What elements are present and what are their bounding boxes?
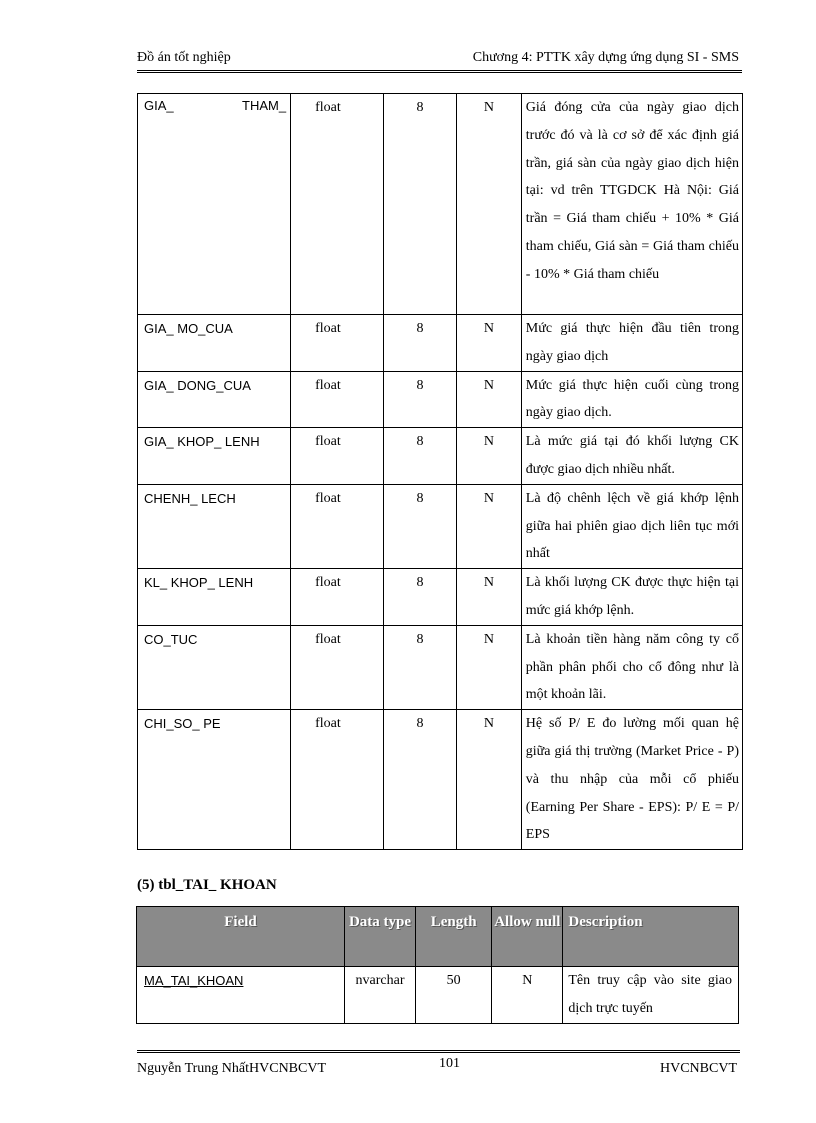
field-name-cell: KL_ KHOP_ LENH [138,569,291,626]
table-header-row [137,907,739,967]
field-name-text: MA_TAI_KHOAN [144,973,244,988]
data-type-cell: float [291,710,384,850]
length-cell: 50 [416,967,492,1024]
page-number: 101 [439,1056,460,1071]
header-chapter-title: Chương 4: PTTK xây dựng ứng dụng SI - SMS [472,50,739,65]
field-name-cell [137,967,345,1024]
field-name-cell [138,94,291,315]
data-type-cell: float [291,569,384,626]
header-data-type: Data type [344,907,415,967]
allow-null-cell: N [457,428,522,485]
data-type-cell: nvarchar [344,967,415,1024]
allow-null-cell: N [457,710,522,850]
header-field: Field [137,907,345,967]
description-cell: Hệ số P/ E đo lường mối quan hệ giữa giá thị trường (Market Price - P) và thu nhập của mỗi cổ phiếu (Earning Per Share - EPS): P/ E = P/ EPS [521,710,742,850]
data-type-cell: float [291,484,384,568]
length-cell: 8 [383,625,456,709]
field-name-cell: CO_TUC [138,625,291,709]
page-footer [137,1050,740,1083]
data-type-cell: float [291,315,384,372]
tai-khoan-table [136,906,739,1024]
length-cell: 8 [383,710,456,850]
field-name-cell: CHI_SO_ PE [138,710,291,850]
description-cell: Là độ chênh lệch về giá khớp lệnh giữa hai phiên giao dịch liên tục mới nhất [521,484,742,568]
field-name-cell: CHENH_ LECH [138,484,291,568]
field-name-cell: GIA_ KHOP_ LENH [138,428,291,485]
table-row [138,315,743,372]
field-table-continued [137,93,743,850]
header-description: Description [563,907,739,967]
description-cell: Mức giá thực hiện cuối cùng trong ngày giao dịch. [521,371,742,428]
allow-null-cell: N [457,569,522,626]
length-cell: 8 [383,428,456,485]
footer-right-text: HVCNBCVT [659,1061,737,1076]
description-cell: Giá đóng cửa của ngày giao dịch trước đó và là cơ sở để xác định giá trần, giá sàn của ngày giao dịch hiện tại: vd trên TTGDCK Hà Nội: Giá trần = Giá tham chiếu + 10% * Giá tham chiếu, Giá sàn = Giá tham chiếu - 10% * Giá tham chiếu [521,94,742,315]
field-name-line1: GIA_ THAM_ [144,98,287,113]
length-cell: 8 [383,484,456,568]
data-type-cell: float [291,371,384,428]
length-cell: 8 [383,315,456,372]
description-cell: Là mức giá tại đó khối lượng CK được giao dịch nhiều nhất. [521,428,742,485]
section-heading: (5) tbl_TAI_ KHOAN [137,877,277,893]
description-cell: Mức giá thực hiện đầu tiên trong ngày giao dịch [521,315,742,372]
allow-null-cell: N [457,371,522,428]
table-row [138,371,743,428]
table-row [138,569,743,626]
data-type-cell: float [291,428,384,485]
length-cell: 8 [383,569,456,626]
header-length: Length [416,907,492,967]
data-type-cell: float [291,625,384,709]
allow-null-cell: N [492,967,563,1024]
length-cell: 8 [383,94,456,315]
header-left-text: Đồ án tốt nghiệp [137,50,231,65]
allow-null-cell: N [457,625,522,709]
length-cell: 8 [383,371,456,428]
table-row [138,428,743,485]
data-type-cell: float [291,94,384,315]
allow-null-cell: N [457,94,522,315]
field-name-cell: GIA_ DONG_CUA [138,371,291,428]
header-allow-null: Allow null [492,907,563,967]
page-header [137,48,742,73]
allow-null-cell: N [457,315,522,372]
footer-author: Nguyễn Trung NhấtHVCNBCVT [137,1061,327,1076]
table-row [138,484,743,568]
table-row [138,710,743,850]
table-row [137,967,739,1024]
allow-null-cell: N [457,484,522,568]
table-row [138,94,743,315]
field-name-cell: GIA_ MO_CUA [138,315,291,372]
description-cell: Là khoản tiền hàng năm công ty cổ phần phân phối cho cổ đông như là một khoản lãi. [521,625,742,709]
table-row [138,625,743,709]
description-cell: Tên truy cập vào site giao dịch trực tuyến [563,967,739,1024]
description-cell: Là khối lượng CK được thực hiện tại mức giá khớp lệnh. [521,569,742,626]
